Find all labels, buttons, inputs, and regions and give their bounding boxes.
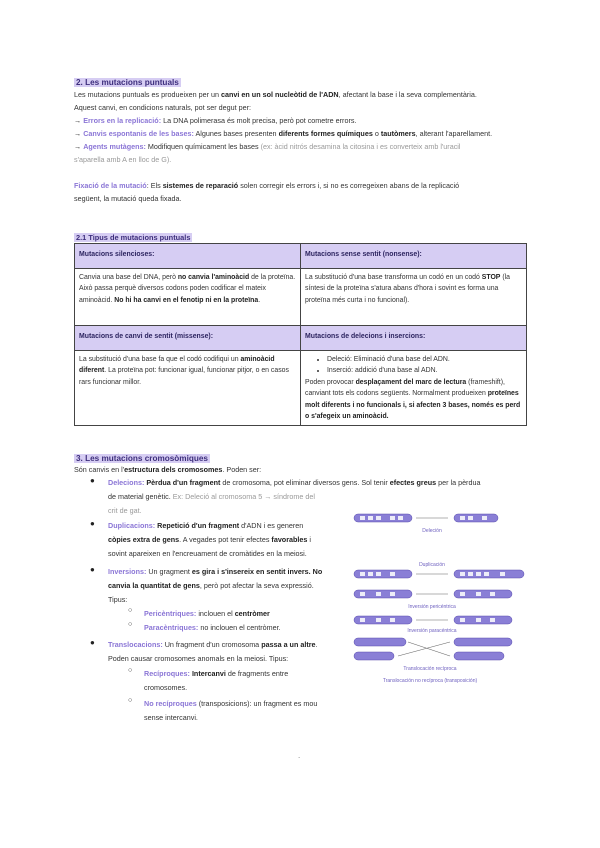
item-duplicacions-3: sovint apareixen en l'encreuament de cromàtides en la meiosi.: [108, 549, 307, 558]
label-inversion-pericentric: Inversión pericéntrica: [408, 604, 456, 610]
item-no-reciproques-2: sense intercanvi.: [144, 713, 198, 722]
fixation-paragraph: Fixació de la mutació: Els sistemes de reparació solen corregir els errors i, si no es corregeixen abans de la replicació: [74, 181, 460, 190]
item-delecions: Delecions: Pèrdua d'un fragment de cromosoma, pot eliminar diversos gens. Sol tenir efectes greus per la pèrdua: [108, 478, 481, 487]
label-deletion: Deleción: [422, 528, 442, 534]
cell-missense: La substitució d'una base fa que el codó codifiqui un aminoàcid diferent. La proteïna pot: funcionar igual, funcionar pitjor, o en casos rars funcionar millor.: [75, 351, 301, 426]
fixation-paragraph-cont: següent, la mutació queda fixada.: [74, 194, 182, 203]
section-2-intro2: Aquest canvi, en condicions naturals, pot ser degut per:: [74, 103, 251, 112]
mutation-types-table: [74, 243, 527, 426]
item-pericentriques: Pericèntriques: inclouen el centròmer: [144, 609, 270, 618]
item-reciproques: Recíproques: Intercanvi de fragments entre: [144, 669, 289, 678]
chromosome-shape: [354, 652, 394, 660]
item-inversions-3: Tipus:: [108, 595, 128, 604]
section-2-1-title-text: 2.1 Tipus de mutacions puntuals: [76, 233, 191, 242]
item-inversions: Inversions: Un gragment es gira i s'insereix en sentit invers. No: [108, 567, 323, 576]
bullet-icon: ●: [90, 476, 95, 485]
cell-silent: Canvia una base del DNA, però no canvia l'aminoàcid de la proteïna. Això passa perquè diversos codons poden codificar el mateix aminoàcid. No hi ha canvi en el fenotip ni en la proteïna.: [75, 269, 301, 326]
cause-mutagens-cont: s'aparella amb A en lloc de G).: [74, 155, 172, 164]
item-paracentriques: Paracèntriques: no inclouen el centròmer.: [144, 623, 281, 632]
chromosome-shape: [454, 638, 512, 646]
chromosome-shape: [354, 638, 406, 646]
arrow-line: [408, 642, 450, 656]
item-delecions-2: de material genètic. Ex: Deleció al cromosoma 5 → síndrome del: [108, 492, 315, 501]
label-translocation-nonreciprocal: Translocación no recíproca (transposición): [382, 678, 478, 684]
item-translocacions: Translocacions: Un fragment d'un cromosoma passa a un altre.: [108, 640, 318, 649]
label-duplication: Duplicación: [419, 562, 445, 568]
header-nonsense: Mutacions sense sentit (nonsense):: [301, 244, 527, 269]
section-3-intro: Són canvis en l'estructura dels cromosomes. Poden ser:: [74, 465, 262, 474]
circle-bullet-icon: ○: [128, 607, 133, 614]
chromosome-shape: [454, 652, 504, 660]
arrow-line: [398, 642, 450, 656]
item-inversions-2: canvia la quantitat de gens, però pot afectar la seva expressió.: [108, 581, 314, 590]
indel-list: [305, 354, 522, 377]
list-item: • Inserció: addició d'una base al ADN.: [327, 365, 522, 376]
item-translocacions-2: Poden causar cromosomes anomals en la meiosi. Tipus:: [108, 654, 289, 663]
label-inversion-paracentric: Inversión paracéntrica: [407, 628, 457, 634]
bullet-icon: ●: [90, 565, 95, 574]
bullet-icon: ●: [90, 638, 95, 647]
cell-nonsense: La substitució d'una base transforma un codó en un codó STOP (la síntesi de la proteïna s'atura abans d'hora i sovint es forma una proteïna més curta i no funcional).: [301, 269, 527, 326]
item-reciproques-2: cromosomes.: [144, 683, 188, 692]
label-translocation-reciprocal: Translocación recíproca: [403, 666, 457, 672]
item-delecions-3: crit de gat.: [108, 506, 142, 515]
header-silent: Mutacions silencioses:: [75, 244, 301, 269]
item-duplicacions: Duplicacions: Repetició d'un fragment d'ADN i es generen: [108, 521, 304, 530]
circle-bullet-icon: ○: [128, 697, 133, 704]
list-item: • Deleció: Eliminació d'una base del ADN.: [327, 354, 522, 365]
cause-errors: → Errors en la replicació: La DNA polimerasa és molt precisa, però pot cometre errors.: [74, 116, 357, 125]
cell-indel: • Deleció: Eliminació d'una base del ADN. • Inserció: addició d'una base al ADN. Poden provocar desplaçament del marc de lectura (frameshift), canviant tots els codons següents. Normalment produeixen proteïnes molt diferents i no funcionals i, si afecten 3 bases, només es perd o s'afegeix un aminoàcid.: [301, 351, 527, 426]
item-no-reciproques: No recíproques (transposicions): un fragment es mou: [144, 699, 318, 708]
cause-tautomers: → Canvis espontanis de les bases: Algunes bases presenten diferents formes químiques o tautòmers, alterant l'aparellament.: [74, 129, 493, 138]
header-indel: Mutacions de delecions i insercions:: [301, 326, 527, 351]
footer-dot: .: [298, 751, 301, 760]
header-missense: Mutacions de canvi de sentit (missense):: [75, 326, 301, 351]
circle-bullet-icon: ○: [128, 621, 133, 628]
item-duplicacions-2: còpies extra de gens. A vegades pot tenir efectes favorables i: [108, 535, 311, 544]
section-3-title-text: 3. Les mutacions cromosòmiques: [76, 454, 208, 463]
section-2-title-text: 2. Les mutacions puntuals: [76, 78, 179, 87]
bullet-icon: ●: [90, 519, 95, 528]
section-2-intro: Les mutacions puntuals es produeixen per un canvi en un sol nucleòtid de l'ADN, afectant la base i la seva complementària.: [74, 90, 477, 99]
cause-mutagens: → Agents mutàgens: Modifiquen químicament les bases (ex: àcid nitrós desamina la citosina i es converteix amb l'uracil: [74, 142, 461, 151]
chromosome-mutations-diagram: [350, 508, 550, 688]
circle-bullet-icon: ○: [128, 667, 133, 674]
